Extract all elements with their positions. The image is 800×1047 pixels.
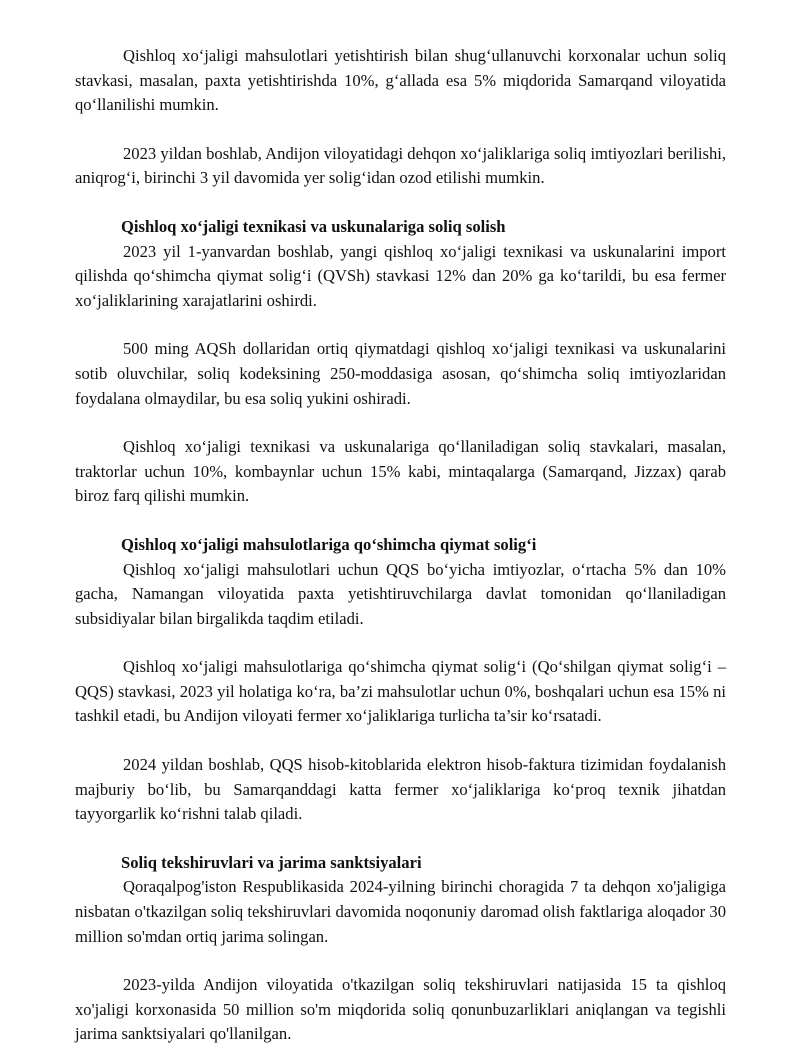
paragraph-9: Qoraqalpog'iston Respublikasida 2024-yilning birinchi choragida 7 ta dehqon xo'jaligiga nisbatan o'tkazilgan soliq tekshiruvlari davomida noqonuniy daromad olish faktlariga aloqador 30 million so'mdan ortiq jarima solingan.	[75, 877, 726, 946]
paragraph-gap	[75, 411, 726, 435]
document-page	[75, 44, 726, 1047]
paragraph-1: Qishloq xo‘jaligi mahsulotlari yetishtirish bilan shug‘ullanuvchi korxonalar uchun soliq stavkasi, masalan, paxta yetishtirishda 10%, g‘allada esa 5% miqdorida Samarqand viloyatida qo‘llanilishi mumkin.	[75, 46, 726, 115]
paragraph-gap	[75, 827, 726, 851]
paragraph-7: Qishloq xo‘jaligi mahsulotlariga qo‘shimcha qiymat solig‘i (Qo‘shilgan qiymat solig‘i – QQS) stavkasi, 2023 yil holatiga ko‘ra, ba’zi mahsulotlar uchun 0%, boshqalari uchun esa 15% ni tashkil etadi, bu Andijon viloyati fermer xo‘jaliklariga turlicha ta’sir ko‘rsatadi.	[75, 657, 726, 726]
paragraph-gap	[75, 729, 726, 753]
paragraph-2: 2023 yildan boshlab, Andijon viloyatidagi dehqon xo‘jaliklariga soliq imtiyozlari berilishi, aniqrog‘i, birinchi 3 yil davomida yer solig‘idan ozod etilishi mumkin.	[75, 143, 726, 188]
paragraph-gap	[75, 191, 726, 215]
paragraph-5: Qishloq xo‘jaligi texnikasi va uskunalariga qo‘llaniladigan soliq stavkalari, masalan, traktorlar uchun 10%, kombaynlar uchun 15% kabi, mintaqalarga (Samarqand, Jizzax) qarab biroz farq qilishi mumkin.	[75, 437, 726, 506]
section-heading-3: Soliq tekshiruvlari va jarima sanktsiyalari	[121, 852, 422, 872]
paragraph-gap	[75, 313, 726, 337]
paragraph-gap	[75, 949, 726, 973]
paragraph-4: 500 ming AQSh dollaridan ortiq qiymatdagi qishloq xo‘jaligi texnikasi va uskunalarini sotib oluvchilar, soliq kodeksining 250-moddasiga asosan, qo‘shimcha soliq imtiyozlaridan foydalana olmaydilar, bu esa soliq yukini oshiradi.	[75, 339, 726, 408]
paragraph-gap	[75, 631, 726, 655]
paragraph-gap	[75, 509, 726, 533]
paragraph-8: 2024 yildan boshlab, QQS hisob-kitoblarida elektron hisob-faktura tizimidan foydalanish majburiy bo‘lib, bu Samarqanddagi katta fermer xo‘jaliklariga ko‘proq texnik jihatdan tayyorgarlik ko‘rishni talab qiladi.	[75, 755, 726, 824]
paragraph-6: Qishloq xo‘jaligi mahsulotlari uchun QQS bo‘yicha imtiyozlar, o‘rtacha 5% dan 10% gacha, Namangan viloyatida paxta yetishtiruvchilarga davlat tomonidan qo‘llaniladigan subsidiyalar bilan birgalikda taqdim etiladi.	[75, 559, 726, 628]
section-heading-2: Qishloq xo‘jaligi mahsulotlariga qo‘shimcha qiymat solig‘i	[121, 534, 537, 554]
paragraph-3: 2023 yil 1-yanvardan boshlab, yangi qishloq xo‘jaligi texnikasi va uskunalarini import qilishda qo‘shimcha qiymat solig‘i (QVSh) stavkasi 12% dan 20% ga ko‘tarildi, bu esa fermer xo‘jaliklarining xarajatlarini oshirdi.	[75, 241, 726, 310]
paragraph-10: 2023-yilda Andijon viloyatida o'tkazilgan soliq tekshiruvlari natijasida 15 ta qishloq xo'jaligi korxonasida 50 million so'm miqdorida soliq qonunbuzarliklari aniqlangan va tegishli jarima sanktsiyalari qo'llanilgan.	[75, 975, 726, 1044]
paragraph-gap	[75, 118, 726, 142]
section-heading-1: Qishloq xo‘jaligi texnikasi va uskunalariga soliq solish	[121, 216, 506, 236]
